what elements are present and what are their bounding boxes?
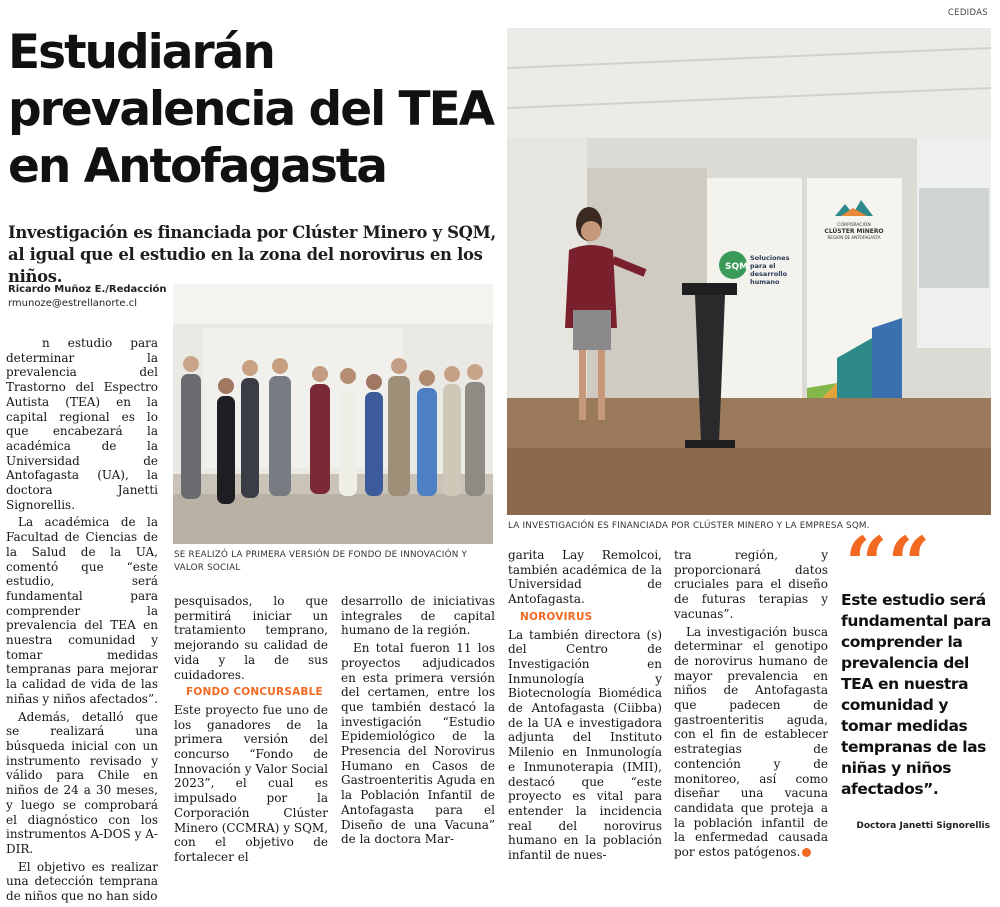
sqm-banner-line-3: desarrollo — [750, 270, 788, 278]
body-paragraph: n estudio para determinar la prevalencia del Trastorno del Espectro Autista (TEA) en la capital regional es lo que encabezará la académica de la Universidad de Antofagasta (UA), la doctora Janetti Signorellis. — [6, 336, 158, 512]
author-email[interactable]: rmunoze@estrellanorte.cl — [8, 298, 137, 309]
body-paragraph: desarrollo de iniciativas integrales de capital humano de la región. — [341, 594, 495, 638]
sqm-logo-text: SQM — [725, 262, 749, 272]
body-paragraph-text: La investigación busca determinar el genotipo de norovirus humano de mayor prevalencia en niños de Antofagasta que padecen de gastroenteritis aguda, con el fin de establecer estrategias de contención y de monitoreo, así como diseñar una vacuna candidata que proteja a la población infantil de la enfermedad causada por estos patógenos. — [674, 624, 828, 860]
body-paragraph: Además, detalló que se realizará una búsqueda inicial con un instrumento revisado y válido para Chile en niños de 24 a 30 meses, y luego se comprobará el diagnóstico con los instrumentos A-DOS y A-DIR. — [6, 709, 158, 856]
sqm-banner-line-4: humano — [750, 278, 780, 286]
pull-quote-attribution: Doctora Janetti Signorellis — [856, 821, 990, 831]
sqm-banner-line-1: Soluciones — [750, 254, 790, 262]
body-column-3 — [341, 594, 495, 850]
body-paragraph: La académica de la Facultad de Ciencias de la Salud de la UA, comentó que “este estudio, será fundamental para comprender la prevalencia del TEA en nuestra comunidad y tomar medidas tempranas para mejorar la calidad de vida de las niñas y niños afectados”. — [6, 515, 158, 706]
body-paragraph-final — [674, 625, 828, 860]
speaker-photo-caption: LA INVESTIGACIÓN ES FINANCIADA POR CLÚSTER MINERO Y LA EMPRESA SQM. — [508, 521, 870, 531]
body-paragraph: El objetivo es realizar una detección temprana de niños que no han sido — [6, 859, 158, 904]
group-photo — [173, 284, 493, 544]
body-paragraph: garita Lay Remolcoi, también académica de la Universidad de Antofagasta. — [508, 548, 662, 607]
body-column-5 — [674, 548, 828, 863]
sqm-banner-line-2: para el — [750, 262, 776, 270]
cluster-banner-line-1: CORPORACIÓN — [837, 223, 871, 228]
article-deck: Investigación es financiada por Clúster Minero y SQM, al igual que el estudio en la zona del norovirus en los niños. — [8, 223, 496, 286]
speaker-photo — [507, 28, 991, 515]
byline: Ricardo Muñoz E./Redacción — [8, 284, 167, 295]
body-column-4 — [508, 548, 662, 866]
subhead-norovirus: NOROVIRUS — [520, 610, 593, 623]
quote-marks-icon: ““ — [845, 522, 931, 608]
body-paragraph: Este proyecto fue uno de los ganadores de la primera versión del concurso “Fondo de Innovación y Valor Social 2023”, el cual es impulsado por la Corporación Clúster Minero (CCMRA) y SQM, con el objetivo de fortalecer el — [174, 702, 329, 864]
cluster-banner-line-3: REGIÓN DE ANTOFAGASTA — [827, 235, 881, 240]
subhead-fondo-concursable: FONDO CONCURSABLE — [186, 686, 323, 699]
body-column-1 — [6, 336, 158, 907]
body-column-2 — [174, 594, 328, 868]
body-paragraph: pesquisados, lo que permitirá iniciar un tratamiento temprano, mejorando su calidad de vida y la de sus cuidadores. — [174, 594, 328, 682]
section-kicker: CEDIDAS — [947, 8, 988, 18]
article-headline: Estudiarán prevalencia del TEA en Antofagasta — [8, 25, 494, 194]
body-paragraph: La también directora (s) del Centro de Investigación en Inmunología y Biotecnología Biomédica de Antofagasta (Ciibba) de la UA e investigadora adjunta del Instituto Milenio en Inmunología e Inmunoterapia (IMII), destacó que “este proyecto es vital para entender la incidencia real del norovirus humano en la población infantil de nues- — [508, 627, 662, 863]
body-paragraph: tra región, y proporcionará datos cruciales para el diseño de futuras terapias y vacunas”. — [674, 548, 828, 621]
pull-quote: Este estudio será fundamental para comprender la prevalencia del TEA en nuestra comunidad y tomar medidas tempranas de las niñas y niños afectados”. — [841, 591, 991, 798]
end-of-article-icon — [802, 848, 811, 857]
group-photo-caption: SE REALIZÓ LA PRIMERA VERSIÓN DE FONDO DE INNOVACIÓN Y VALOR SOCIAL — [174, 550, 468, 573]
cluster-banner-line-2: CLÚSTER MINERO — [824, 228, 884, 235]
body-paragraph: En total fueron 11 los proyectos adjudicados en esta primera versión del certamen, entre los que también destacó la investigación “Estudio Epidemiológico de la Presencia del Norovirus Humano en Casos de Gastroenteritis Aguda en la Población Infantil de Antofagasta para el Diseño de una Vacuna” de la doctora Mar- — [341, 641, 495, 847]
